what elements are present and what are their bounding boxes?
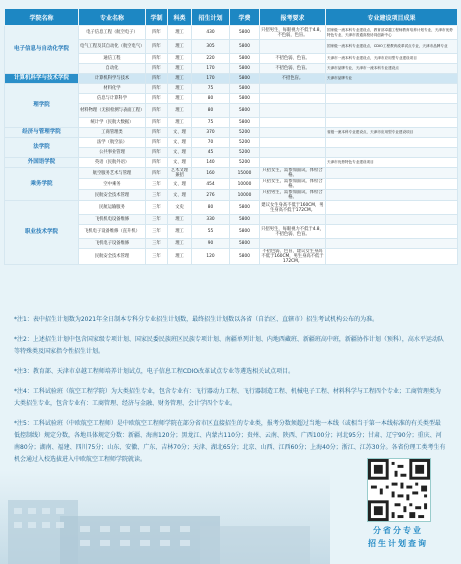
cell-req — [260, 138, 326, 148]
cell-fee: 5800 — [230, 239, 260, 249]
college-name: 乘务学院 — [5, 168, 79, 201]
cell-major: 电子信息工程（航空电子） — [79, 26, 146, 40]
college-name: 理学院 — [5, 84, 79, 128]
cell-req — [260, 215, 326, 225]
cell-major: 公共事业管理 — [79, 148, 146, 158]
cell-kind: 理工 — [168, 104, 192, 118]
cell-major: 飞机电子设备维修 — [79, 239, 146, 249]
cell-fee: 5800 — [230, 249, 260, 265]
cell-ach — [326, 201, 458, 215]
cell-major: 航空服务艺术与管理 — [79, 168, 146, 179]
cell-ach: 国家级一流本科专业建设点，教育部卓越工程师教育培养计划专业，天津市优势特色专业，天津市普通高校协同创新中心 — [326, 26, 458, 40]
qr-code[interactable] — [367, 458, 431, 522]
cell-major: 自动化 — [79, 64, 146, 74]
cell-plan: 454 — [192, 179, 230, 190]
cell-fee: 5800 — [230, 201, 260, 215]
cell-fee: 15000 — [230, 168, 260, 179]
cell-fee: 5800 — [230, 40, 260, 54]
college-name: 法学院 — [5, 138, 79, 158]
cell-fee: 5800 — [230, 84, 260, 94]
cell-plan: 80 — [192, 94, 230, 104]
cell-ach — [326, 148, 458, 158]
cell-kind: 理工 — [168, 118, 192, 128]
cell-kind: 理工 — [168, 249, 192, 265]
cell-ach — [326, 84, 458, 94]
cell-plan: 75 — [192, 118, 230, 128]
table-row — [5, 26, 458, 40]
cell-kind: 文、理 — [168, 190, 192, 201]
cell-major: 材料化学 — [79, 84, 146, 94]
table-row — [5, 201, 458, 215]
cell-plan: 45 — [192, 148, 230, 158]
header-cell: 专业建设项目成果 — [326, 9, 458, 26]
cell-fee: 5800 — [230, 64, 260, 74]
cell-fee: 5200 — [230, 138, 260, 148]
cell-req — [260, 158, 326, 168]
cell-kind: 理工 — [168, 239, 192, 249]
cell-plan: 80 — [192, 104, 230, 118]
note-item: *注1：表中招生计划数为2021年全日制本专科分专业招生计划数，最终招生计划数以各省（自治区、直辖市）招生考试机构公布的为准。 — [14, 316, 379, 323]
cell-plan: 330 — [192, 215, 230, 225]
cell-kind: 文、理 — [168, 128, 192, 138]
cell-major: 英语（民航外语） — [79, 158, 146, 168]
cell-fee: 5800 — [230, 94, 260, 104]
cell-ach — [326, 190, 458, 201]
cell-ach: 天津市品牌专业，天津市一流本科专业建设点 — [326, 64, 458, 74]
cell-ach — [326, 225, 458, 239]
cell-years: 四年 — [146, 64, 168, 74]
cell-req — [260, 84, 326, 94]
cell-plan: 305 — [192, 40, 230, 54]
cell-ach — [326, 138, 458, 148]
cell-fee: 5800 — [230, 104, 260, 118]
cell-fee: 5800 — [230, 54, 260, 64]
cell-ach: 天津市一流本科专业建设点，天津市应用型专业建设项目 — [326, 54, 458, 64]
cell-major: 材料物理（无损检测与表面工程） — [79, 104, 146, 118]
cell-ach: 省级一流本科专业建设点，天津市应用型专业建设项目 — [326, 128, 458, 138]
cell-fee: 5800 — [230, 74, 260, 84]
cell-fee: 5800 — [230, 215, 260, 225]
cell-years: 三年 — [146, 190, 168, 201]
note-item: *注3：教育部、天津市卓越工程师培养计划试点，电子信息工程CDIO改革试点专业等遴选相关试点项目。 — [14, 368, 295, 375]
cell-major: 民航运输服务 — [79, 201, 146, 215]
college-name: 电子信息与自动化学院 — [5, 26, 79, 74]
enrollment-plan-table — [4, 8, 458, 265]
cell-years: 三年 — [146, 201, 168, 215]
qr-caption-line-2: 招生计划查询 — [368, 539, 428, 548]
table-row — [5, 158, 458, 168]
cell-years: 三年 — [146, 249, 168, 265]
cell-plan: 75 — [192, 84, 230, 94]
cell-fee: 10000 — [230, 190, 260, 201]
cell-ach — [326, 179, 458, 190]
cell-plan: 430 — [192, 26, 230, 40]
cell-fee: 5800 — [230, 225, 260, 239]
cell-years: 四年 — [146, 138, 168, 148]
note-item: *注5：工科试验班（中欧航空工程师）是中欧航空工程师学院在部分省市区直接招生的专业类，报考分数须超过当地一本线（或相当于第一本线标准的有关类型最低控制线）规定分数，各地具体规定分数：新疆、海南120分；黑龙江、内蒙古110分；贵州、云南、陕西、广西100分；河北95分；甘肃、辽宁90分；重庆、河南80分；湖南、福建、四川75分；山东、安徽、广东、吉林70分；天津、湖北65分；北京、山西、江西60分；上海40分；浙江、江苏30分。各省份理工类考生有机会通过入校选拔进入中欧航空工程师学院就读。 — [14, 420, 446, 463]
cell-kind: 文、理 — [168, 179, 192, 190]
cell-plan: 90 — [192, 239, 230, 249]
cell-kind: 理工 — [168, 26, 192, 40]
cell-kind: 文、理 — [168, 138, 192, 148]
cell-req — [260, 118, 326, 128]
cell-years: 三年 — [146, 225, 168, 239]
cell-plan: 55 — [192, 225, 230, 239]
cell-plan: 160 — [192, 168, 230, 179]
cell-major: 空中乘务 — [79, 179, 146, 190]
header-cell: 学院名称 — [5, 9, 79, 26]
college-name: 经济与管理学院 — [5, 128, 79, 138]
cell-years: 四年 — [146, 40, 168, 54]
cell-major: 计算机科学与技术 — [79, 74, 146, 84]
cell-req: 不招色弱、色盲，建议女生身高不低于160CM，男生身高不低于172CM。 — [261, 249, 324, 264]
cell-ach — [326, 249, 458, 265]
cell-years: 四年 — [146, 118, 168, 128]
cell-req: 只招男生，每眼视力不低于4.8，不色弱，色盲。 — [261, 27, 324, 38]
cell-years: 四年 — [146, 168, 168, 179]
cell-major: 民航安全技术管理 — [79, 190, 146, 201]
cell-req — [260, 40, 326, 54]
cell-years: 四年 — [146, 26, 168, 40]
header-cell: 科类 — [168, 9, 192, 26]
cell-years: 四年 — [146, 84, 168, 94]
cell-kind: 理工 — [168, 84, 192, 94]
cell-plan: 170 — [192, 74, 230, 84]
cell-req: 只招女生，需参加面试，体检合格。 — [260, 179, 326, 190]
cell-fee: 10000 — [230, 179, 260, 190]
cell-years: 三年 — [146, 179, 168, 190]
cell-major: 统计学（民航大数据） — [79, 118, 146, 128]
cell-req — [260, 128, 326, 138]
cell-kind: 文、理 — [168, 158, 192, 168]
cell-major: 信息与计算科学 — [79, 94, 146, 104]
cell-kind: 文、理 — [168, 148, 192, 158]
college-name: 职业技术学院 — [5, 201, 79, 265]
header-cell: 报考要求 — [260, 9, 326, 26]
qr-caption-line-1: 分省分专业 — [373, 526, 423, 535]
cell-years: 四年 — [146, 104, 168, 118]
notes-section — [14, 314, 446, 474]
cell-kind: 理工 — [168, 215, 192, 225]
cell-req: 只招男生，需参加面试，体检合格。 — [260, 190, 326, 201]
header-cell: 专业名称 — [79, 9, 146, 26]
cell-ach: 天津市品牌专业 — [326, 74, 458, 84]
cell-fee: 5200 — [230, 128, 260, 138]
table-row — [5, 74, 458, 84]
cell-fee: 5800 — [230, 26, 260, 40]
cell-years: 四年 — [146, 94, 168, 104]
cell-major: 民航安全技术管理 — [79, 249, 146, 265]
header-cell: 招生计划 — [192, 9, 230, 26]
header-cell: 学费 — [230, 9, 260, 26]
cell-major: 法学（航空法） — [79, 138, 146, 148]
header-cell: 学制 — [146, 9, 168, 26]
cell-kind: 理工 — [168, 225, 192, 239]
college-name: 计算机科学与技术学院 — [5, 74, 79, 84]
cell-ach — [326, 239, 458, 249]
cell-kind: 理工 — [168, 54, 192, 64]
table-row — [5, 138, 458, 148]
cell-req: 只招女生，需参加面试，体检合格。 — [260, 168, 326, 179]
note-item: *注4：工科试验班（航空工程学院）为大类招生专业，包含专业有：飞行器动力工程、飞行器制造工程、机械电子工程、材料科学与工程四个专业；工商管理类为大类招生专业，包含专业有：工商管理、经济与金融、财务管理、会计学四个专业。 — [14, 388, 441, 407]
cell-fee: 5200 — [230, 148, 260, 158]
cell-plan: 370 — [192, 128, 230, 138]
cell-req — [260, 148, 326, 158]
cell-years: 四年 — [146, 148, 168, 158]
table-header — [5, 9, 458, 26]
cell-years: 四年 — [146, 128, 168, 138]
cell-kind: 理工 — [168, 40, 192, 54]
cell-plan: 220 — [192, 54, 230, 64]
cell-kind: 理工 — [168, 94, 192, 104]
cell-major: 飞机机电设备维修 — [79, 215, 146, 225]
cell-plan: 276 — [192, 190, 230, 201]
cell-req: 不招色弱、色盲。 — [260, 54, 326, 64]
cell-years: 三年 — [146, 239, 168, 249]
cell-kind: 理工 — [168, 74, 192, 84]
cell-plan: 140 — [192, 158, 230, 168]
cell-ach — [326, 94, 458, 104]
cell-kind: 文史 — [168, 201, 192, 215]
cell-ach — [326, 104, 458, 118]
cell-years: 四年 — [146, 74, 168, 84]
cell-req — [260, 104, 326, 118]
cell-fee: 5800 — [230, 118, 260, 128]
college-name: 外国语学院 — [5, 158, 79, 168]
cell-req: 不招色盲。 — [260, 74, 326, 84]
cell-req: 只招男生，每眼视力不低于4.8，不招色弱、色盲。 — [261, 226, 324, 237]
cell-years: 四年 — [146, 54, 168, 64]
cell-ach — [326, 118, 458, 128]
cell-years: 三年 — [146, 215, 168, 225]
cell-req — [260, 94, 326, 104]
cell-major: 工商管理类 — [79, 128, 146, 138]
cell-plan: 170 — [192, 64, 230, 74]
cell-ach — [326, 215, 458, 225]
cell-years: 四年 — [146, 158, 168, 168]
cell-ach: 天津市优势特色专业建设项目 — [326, 158, 458, 168]
cell-plan: 120 — [192, 249, 230, 265]
cell-fee: 5200 — [230, 158, 260, 168]
cell-ach — [326, 168, 458, 179]
note-item: *注2：上述招生计划中包含国家级专项计划、国家民委民族班区民族专项计划、南疆单列计划、内地西藏班、新疆班高中班，新疆协作计划（预科），高水平运动队等特殊类及国家指令性招生计划。 — [14, 336, 444, 355]
cell-major: 通信工程 — [79, 54, 146, 64]
qr-caption — [358, 524, 438, 550]
cell-plan: 70 — [192, 138, 230, 148]
cell-plan: 80 — [192, 201, 230, 215]
campus-building-illustration — [0, 470, 330, 564]
table-row — [5, 84, 458, 94]
cell-kind: 艺术文理兼招 — [168, 168, 192, 179]
cell-kind: 理工 — [168, 64, 192, 74]
cell-req: 不招色弱、色盲。 — [260, 64, 326, 74]
cell-major: 电气工程及其自动化（航空电气） — [79, 40, 146, 54]
cell-req: 建议女生身高不低于160CM，男生身高不低于172CM。 — [261, 202, 324, 213]
cell-major: 飞机电子设备维修（直升机） — [79, 225, 146, 239]
table-row — [5, 168, 458, 179]
cell-ach: 国家级一流本科专业建设点，CDIO工程教育改革试点专业，天津市品牌专业 — [326, 40, 458, 54]
table-row — [5, 128, 458, 138]
qr-code-image — [368, 459, 430, 521]
cell-req — [260, 239, 326, 249]
